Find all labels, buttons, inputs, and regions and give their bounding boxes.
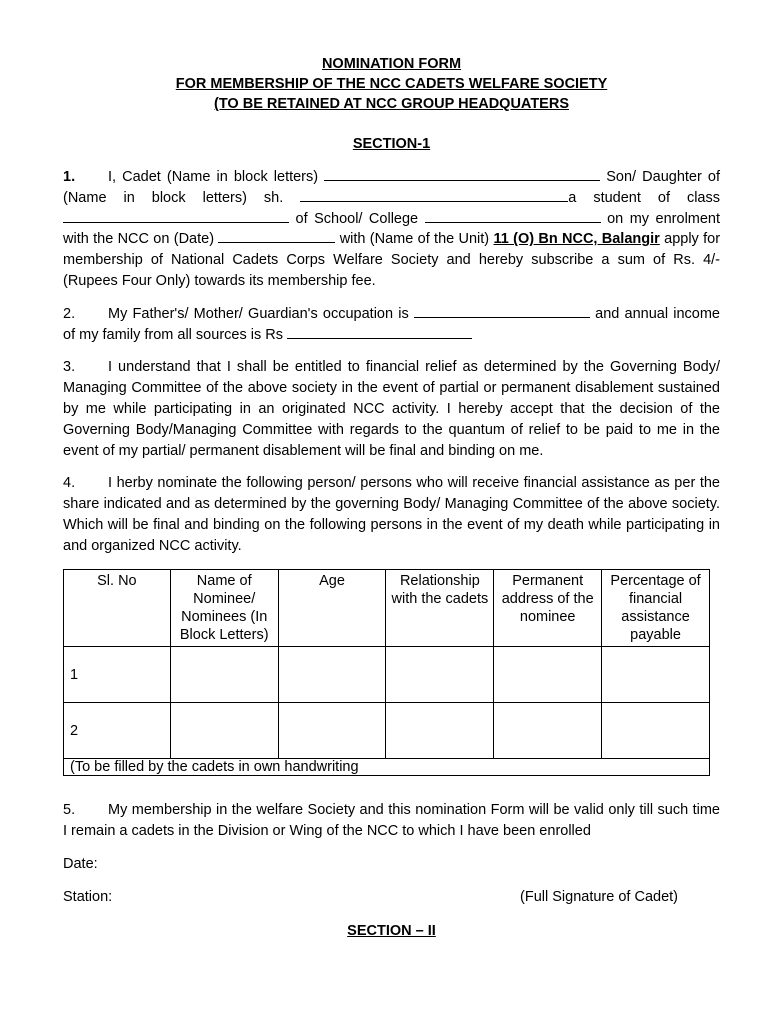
station-signature-row bbox=[63, 887, 720, 907]
school-field[interactable] bbox=[425, 209, 601, 223]
form-page bbox=[63, 54, 720, 941]
paragraph-5 bbox=[63, 800, 720, 842]
cadet-name-label: I, Cadet (Name in block letters) bbox=[108, 169, 319, 185]
class-field[interactable] bbox=[63, 209, 289, 223]
unit-label: with (Name of the Unit) bbox=[339, 231, 490, 248]
unit-name: 11 (O) Bn NCC, Balangir bbox=[493, 231, 660, 248]
occupation-field[interactable] bbox=[414, 304, 590, 318]
income-field[interactable] bbox=[287, 325, 472, 339]
form-subtitle: FOR MEMBERSHIP OF THE NCC CADETS WELFARE SOCIETY bbox=[175, 76, 608, 92]
header-nominee-name: Name of Nominee/ Nominees (In Block Letters) bbox=[170, 569, 278, 647]
paragraph-3 bbox=[63, 357, 720, 461]
nominee-table-header bbox=[64, 569, 710, 647]
paragraph-5-number: 5. bbox=[63, 802, 76, 819]
table-row bbox=[64, 647, 710, 703]
section-2-heading: SECTION – II bbox=[347, 922, 436, 939]
paragraph-4 bbox=[63, 473, 720, 556]
parent-name-label: Son/ Daughter of (Name in block letters) sh. bbox=[63, 169, 720, 206]
header-relationship: Relationship with the cadets bbox=[386, 569, 494, 647]
address-cell[interactable] bbox=[494, 647, 602, 703]
header-address: Permanent address of the nominee bbox=[494, 569, 602, 647]
percentage-cell[interactable] bbox=[602, 647, 710, 703]
date-label: Date: bbox=[63, 855, 98, 872]
row-number: 2 bbox=[64, 703, 171, 759]
row-number: 1 bbox=[64, 647, 171, 703]
signature-label: (Full Signature of Cadet) bbox=[520, 888, 678, 905]
paragraph-4-text: I herby nominate the following person/ persons who will receive financial assistance as per the share indicated and as determined by the governing Body/ Managing Committee of the above society. Which will be final and binding on the following persons in the event of my death while participating in and organized NCC activity. bbox=[63, 475, 720, 554]
paragraph-3-text: I understand that I shall be entitled to financial relief as determined by the Governing Body/ Managing Committee of the above society in the event of partial or permanent disablement sustained by me while participating in an originated NCC activity. I hereby accept that the decision of the Governing Body/Managing Committee with regards to the quantum of relief to be paid to me in the event of my partial/ permanent disablement will be final and binding on me. bbox=[63, 359, 720, 459]
paragraph-1 bbox=[63, 167, 720, 292]
station-label: Station: bbox=[63, 888, 113, 905]
form-retention-note: (TO BE RETAINED AT NCC GROUP HEADQUATERS bbox=[214, 96, 569, 112]
header-sl-no: Sl. No bbox=[64, 569, 171, 647]
relationship-cell[interactable] bbox=[386, 647, 494, 703]
age-cell[interactable] bbox=[278, 703, 386, 759]
table-note-row bbox=[64, 759, 710, 776]
cadet-name-field[interactable] bbox=[324, 167, 600, 181]
header-age: Age bbox=[278, 569, 386, 647]
occupation-label: My Father's/ Mother/ Guardian's occupation is bbox=[108, 305, 409, 322]
nominee-name-cell[interactable] bbox=[170, 647, 278, 703]
header-percentage: Percentage of financial assistance payable bbox=[602, 569, 710, 647]
paragraph-5-text: My membership in the welfare Society and this nomination Form will be valid only till such time I remain a cadets in the Division or Wing of the NCC to which I have been enrolled bbox=[63, 802, 720, 840]
nominee-name-cell[interactable] bbox=[170, 703, 278, 759]
class-label: a student of class bbox=[568, 189, 720, 206]
section-1-heading: SECTION-1 bbox=[352, 136, 431, 152]
form-title: NOMINATION FORM bbox=[321, 56, 462, 72]
paragraph-2-number: 2. bbox=[63, 305, 76, 322]
table-row bbox=[64, 703, 710, 759]
age-cell[interactable] bbox=[278, 647, 386, 703]
address-cell[interactable] bbox=[494, 703, 602, 759]
parent-name-field[interactable] bbox=[300, 188, 568, 202]
paragraph-2 bbox=[63, 304, 720, 346]
percentage-cell[interactable] bbox=[602, 703, 710, 759]
nominee-table bbox=[63, 569, 710, 777]
paragraph-4-number: 4. bbox=[63, 475, 76, 492]
enrolment-date-label: on my enrolment with the NCC on (Date) bbox=[63, 210, 721, 248]
income-label: and annual income of my family from all sources is Rs bbox=[63, 305, 721, 343]
enrolment-date-field[interactable] bbox=[218, 229, 335, 243]
paragraph-3-number: 3. bbox=[63, 359, 76, 376]
relationship-cell[interactable] bbox=[386, 703, 494, 759]
paragraph-1-number: 1. bbox=[63, 169, 76, 185]
table-note: (To be filled by the cadets in own handwriting bbox=[64, 759, 710, 776]
form-header bbox=[63, 54, 720, 154]
membership-fee-text: apply for membership of National Cadets Corps Welfare Society and hereby subscribe a sum of Rs. 4/- (Rupees Four Only) towards its membership fee. bbox=[63, 231, 721, 289]
school-label: of School/ College bbox=[295, 210, 419, 227]
